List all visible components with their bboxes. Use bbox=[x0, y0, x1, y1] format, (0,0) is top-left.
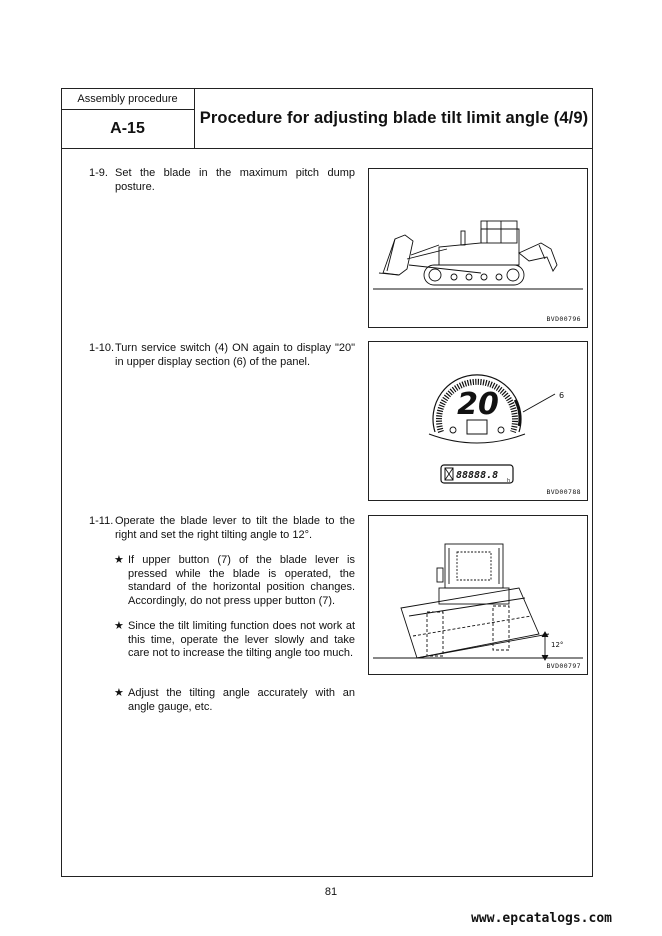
step-number: 1-9. bbox=[89, 167, 108, 179]
figure-code: BVD00796 bbox=[546, 315, 581, 323]
step-number: 1-10. bbox=[89, 342, 115, 354]
monitor-panel-icon bbox=[369, 342, 587, 500]
step-1-9 bbox=[89, 166, 355, 194]
header-category: Assembly procedure bbox=[61, 88, 195, 110]
figure-bulldozer-front bbox=[368, 515, 588, 675]
star-icon: ★ bbox=[114, 620, 124, 632]
step-1-10 bbox=[89, 341, 355, 369]
display-value: 20 bbox=[457, 387, 499, 422]
bulldozer-side-view-icon bbox=[369, 169, 587, 327]
note-text: If upper button (7) of the blade lever is pressed while the blade is operated, the standard of the horizontal position changes. Accordingly, do not press upper button (7). bbox=[128, 554, 355, 607]
star-icon: ★ bbox=[114, 687, 124, 699]
angle-label: 12° bbox=[551, 641, 564, 649]
note-angle-gauge bbox=[114, 687, 355, 714]
note-tilt-limit bbox=[114, 620, 355, 661]
step-text: Operate the blade lever to tilt the blade to the right and set the right tilting angle to 12°. bbox=[115, 515, 355, 541]
header-divider bbox=[61, 148, 593, 149]
note-upper-button bbox=[114, 554, 355, 608]
star-icon: ★ bbox=[114, 554, 124, 566]
step-1-11 bbox=[89, 514, 355, 542]
bulldozer-front-tilted-icon bbox=[369, 516, 587, 674]
figure-code: BVD00797 bbox=[546, 662, 581, 670]
figure-bulldozer-side bbox=[368, 168, 588, 328]
header-code: A-15 bbox=[61, 110, 195, 148]
watermark: www.epcatalogs.com bbox=[471, 911, 612, 926]
step-number: 1-11. bbox=[89, 515, 114, 527]
step-text: Set the blade in the maximum pitch dump posture. bbox=[115, 167, 355, 193]
step-text: Turn service switch (4) ON again to display "20" in upper display section (6) of the panel. bbox=[115, 342, 355, 368]
page-number: 81 bbox=[324, 886, 338, 898]
hour-meter: 88888.8 bbox=[456, 470, 499, 481]
note-text: Adjust the tilting angle accurately with an angle gauge, etc. bbox=[128, 687, 355, 713]
figure-code: BVD00788 bbox=[546, 488, 581, 496]
hour-unit: h bbox=[507, 478, 511, 484]
page-title: Procedure for adjusting blade tilt limit angle (4/9) bbox=[199, 108, 589, 127]
note-text: Since the tilt limiting function does not work at this time, operate the lever slowly and take care not to increase the tilting angle too much. bbox=[128, 620, 355, 659]
figure-monitor-panel bbox=[368, 341, 588, 501]
callout-number: 6 bbox=[559, 391, 565, 400]
